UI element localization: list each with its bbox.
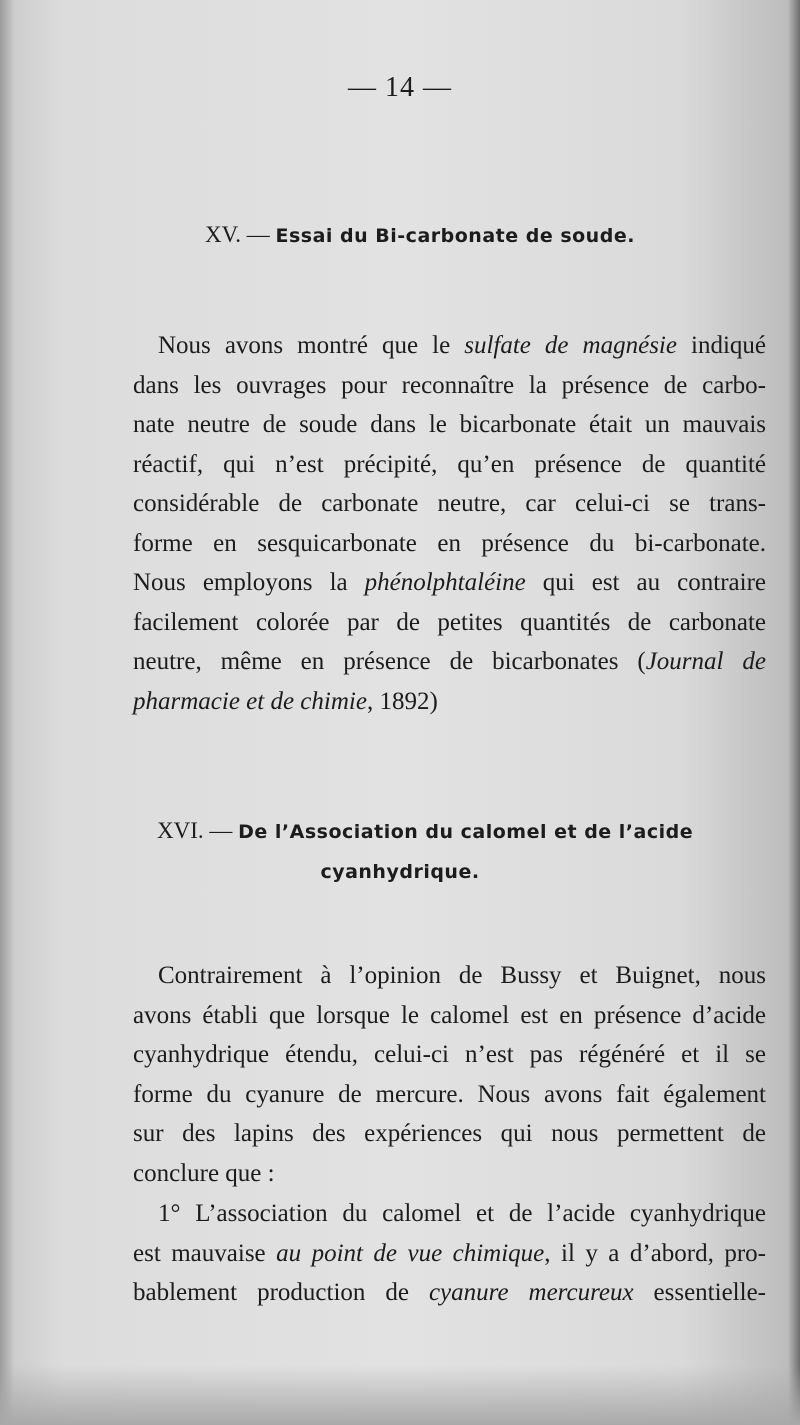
text-line: sur des lapins des expériences qui nous permettent de [133,1120,766,1147]
section-heading-xv [205,222,635,248]
text-line: bablement production de cyanure mercureux essentielle- [133,1279,766,1306]
text-line: réactif, qui n’est précipité, qu’en présence de quantité [133,450,766,478]
text-line: conclure que : [133,1159,275,1187]
text-line: facilement colorée par de petites quantités de carbonate [133,608,766,636]
text-line: Nous employons la phénolphtaléine qui est au contraire [133,569,766,596]
paragraph-conclusion-1 [133,1194,766,1313]
section-title: De l’Association du calomel et de l’acide [238,821,694,843]
text-line: est mauvaise au point de vue chimique, il y a d’abord, pro- [133,1239,766,1267]
page-edge-shadow-bottom [0,1365,800,1425]
text-line: avons établi que lorsque le calomel est en présence d’acide [133,1001,766,1029]
text-line: nate neutre de soude dans le bicarbonate était un mauvais [133,411,766,438]
section-title: cyanhydrique. [320,861,480,883]
text-line: pharmacie et de chimie, 1892) [133,687,438,715]
text-line: forme en sesquicarbonate en présence du bi-carbonate. [133,529,766,557]
paragraph-calomel [133,956,766,1193]
text-line: neutre, même en présence de bicarbonates (Journal de [133,648,766,675]
section-number: XVI. — [157,818,233,843]
page-edge-shadow-left [0,0,14,1425]
text-line: forme du cyanure de mercure. Nous avons fait également [133,1080,766,1108]
section-title: Essai du Bi-carbonate de soude. [275,225,635,247]
section-heading-xvi-continued [0,858,800,884]
text-line: Nous avons montré que le sulfate de magnésie indiqué [158,332,766,359]
section-heading-xvi [157,818,693,844]
text-line: considérable de carbonate neutre, car celui-ci se trans- [133,490,766,517]
section-number: XV. — [205,222,270,247]
page-edge-shadow-right [788,0,800,1425]
paragraph-bicarbonate [133,326,766,721]
text-line: Contrairement à l’opinion de Bussy et Buignet, nous [158,962,766,989]
text-line: cyanhydrique étendu, celui-ci n’est pas régénéré et il se [133,1041,766,1068]
text-line: dans les ouvrages pour reconnaître la présence de carbo- [133,371,766,399]
text-line: 1° L’association du calomel et de l’acide cyanhydrique [158,1200,766,1227]
page-number: — 14 — [348,72,452,103]
